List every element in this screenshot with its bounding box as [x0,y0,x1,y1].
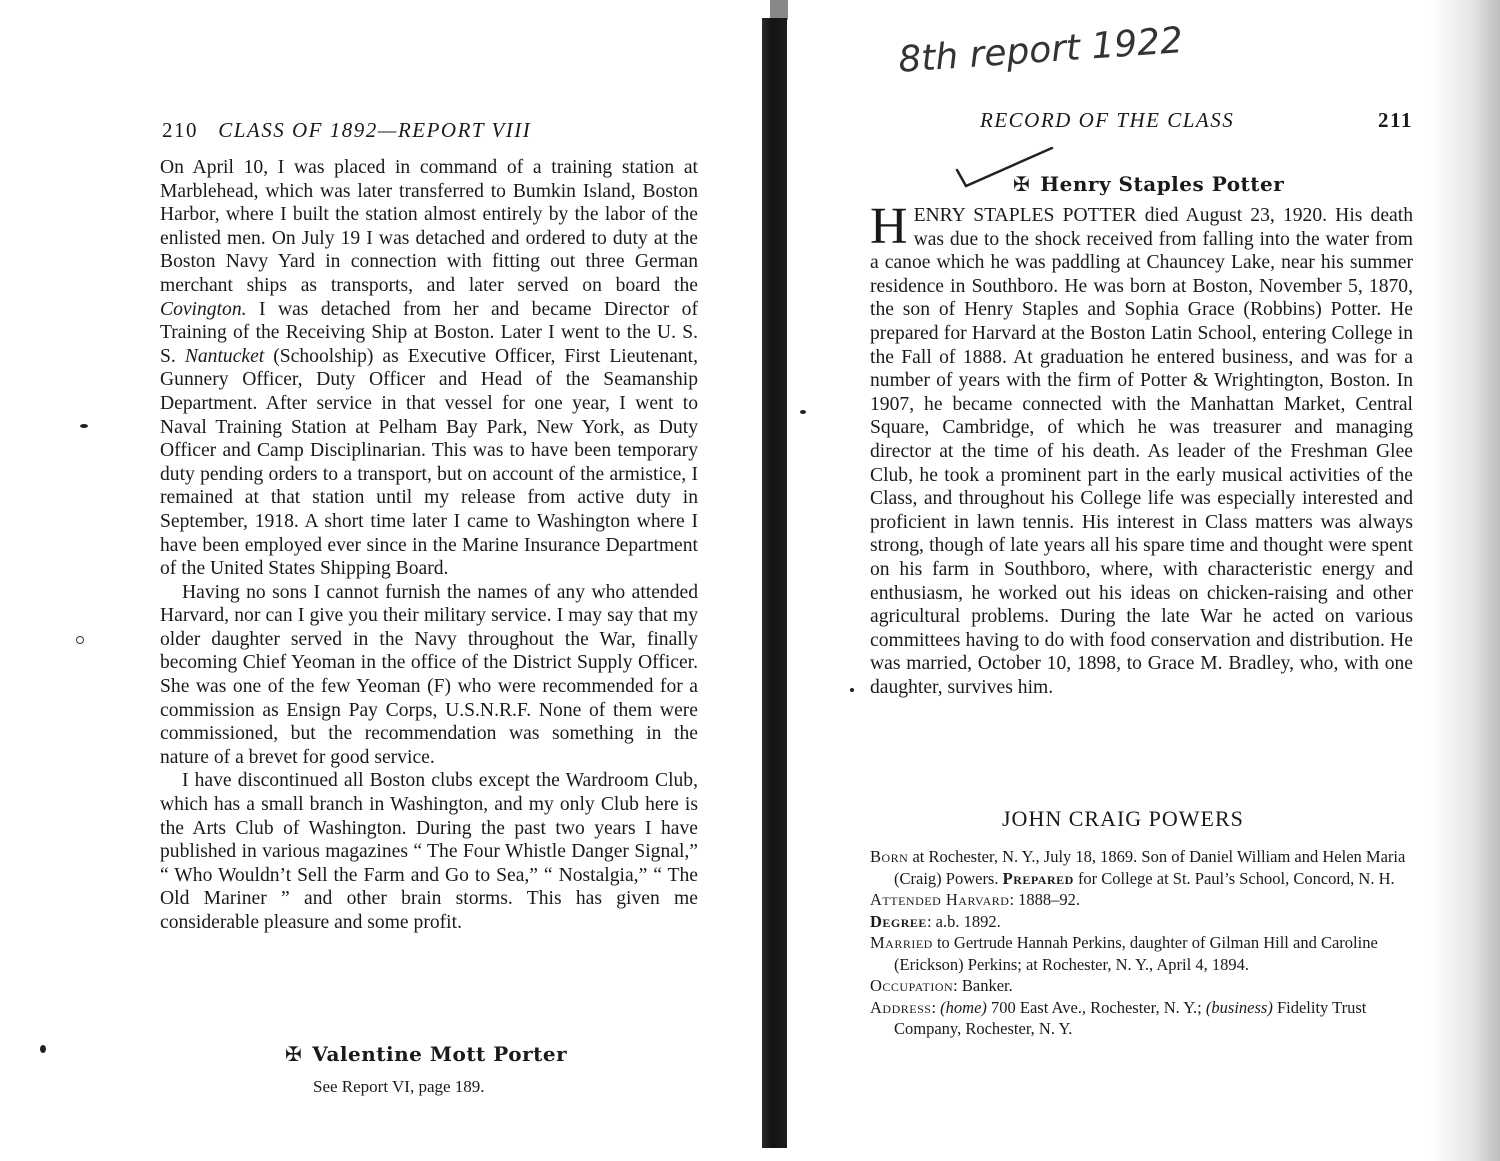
right-header-title: RECORD OF THE CLASS [980,108,1235,132]
left-header-report: —REPORT VIII [377,118,532,142]
right-page [787,0,1500,1161]
scan-speck [800,410,806,414]
entry-degree: Degree: a.b. 1892. [870,911,1001,931]
section-title-powers: JOHN CRAIG POWERS [1002,806,1244,831]
italic-run: Nantucket [184,345,265,367]
text-run: On April 10, I was placed in command of a training station at Marblehead, which was later transferred to Bumkin Island, Boston Harbor, where I built the station almost entirely by the labor of the enlisted men. On July 19 I was detached and ordered to duty at the Boston Navy Yard in connection with fitting out three German merchant ships as transports, and later served on board the [160,157,698,296]
entry-occupation: Occupation: Banker. [870,976,1013,995]
entry-born: Born at Rochester, N. Y., July 18, 1869. Son of Daniel William and Helen Maria (Craig) Powers. Prepared for College at St. Paul’s School, Concord, N. H. [870,847,1406,888]
powers-entry-list [870,846,1415,1040]
scan-speck [80,424,88,428]
text-run: Having no sons I cannot furnish the names of any who attended Harvard, nor can I give you their military service. I may say that my older daughter served in the Navy throughout the War, finally becoming Chief Yeoman in the office of the District Supply Officer. She was one of the few Yeoman (F) who were recommended for a commission as Ensign Pay Corps, U.S.N.R.F. None of them were commissioned, but the recommendation was something in the nature of a brevet for good service. [160,581,698,768]
obituary-name-potter: Henry Staples Potter [1040,172,1285,196]
scan-speck [40,1045,46,1053]
drop-cap: H [870,198,908,255]
cross-icon: ✠ [1013,172,1031,196]
entry-attended: Attended Harvard: 1888–92. [870,890,1081,909]
cross-icon: ✠ [285,1042,303,1066]
scan-speck [76,636,84,644]
left-paragraph [160,581,698,770]
text-run: (Schoolship) as Executive Officer, First Lieutenant, Gunnery Officer, Duty Officer and Head of the Seamanship Department. After service in that vessel for one year, I went to Naval Training Station at Pelham Bay Park, New York, as Duty Officer and Camp Disciplinarian. This was to have been temporary duty pending orders to a transport, but on account of the armistice, I remained at that station until my release from active duty in September, 1918. A short time later I came to Washington where I have been employed ever since in the Marine Insurance Department of the United States Shipping Board. [160,345,699,580]
binding-edge [770,0,788,20]
scan-speck [850,688,854,692]
right-running-head [980,108,1413,133]
left-running-head [162,118,531,143]
left-paragraph [160,156,698,581]
obituary-body: died August 23, 1920. His death was due to the shock received from falling into the water from a canoe which he was paddling at Chauncey Lake, near his summer residence in Southboro. He was born at Boston, November 5, 1870, the son of Henry Staples and Sophia Grace (Robbins) Potter. He prepared for Harvard at the Boston Latin School, entering College in the Fall of 1888. At graduation he entered business, and was for a number of years with the firm of Potter & Wrightington, Boston. In 1907, he became connected with the Manhattan Market, Central Square, Cambridge, of which he was treasurer and managing director at the time of his death. As leader of the Freshman Glee Club, he took a prominent part in the early musical activities of the Class, and throughout his College life was especially interested and proficient in lawn tennis. His interest in Class matters was always strong, though of late years all his spare time and thought were spent on his farm in Southboro, where, with characteristic energy and enthusiasm, he worked out his ideas on chicken-raising and other agricultural problems. During the late War he acted on various committees having to do with food conservation and distribution. He was married, October 10, 1898, to Grace M. Bradley, who, with one daughter, survives him. [870,205,1413,698]
italic-run: Covington. [160,298,247,320]
report-reference-note: See Report VI, page 189. [313,1077,485,1096]
obituary-heading-porter [285,1042,567,1066]
left-paragraph [160,769,698,934]
potter-obituary-text [870,198,1413,699]
obituary-name-porter: Valentine Mott Porter [312,1042,568,1066]
text-run: I have discontinued all Boston clubs except the Wardroom Club, which has a small branch in Washington, and my only Club here is the Arts Club of Washington. During the past two years I have published in various magazines “ The Four Whistle Danger Signal,” “ Who Wouldn’t Sell the Farm and Go to Sea,” “ Nostalgia,” “ The Old Mariner ” and other brain storms. This has given me considerable pleasure and some profit. [160,770,698,933]
scan-shadow [1430,0,1500,1161]
entry-married: Married to Gertrude Hannah Perkins, daughter of Gilman Hill and Caroline (Erickson) Perkins; at Rochester, N. Y., April 4, 1894. [870,933,1378,974]
left-header-class: CLASS OF [218,118,324,142]
left-body-text [160,156,698,935]
handwritten-annotation: 8th report 1922 [897,20,1185,81]
obituary-lead-caps: ENRY STAPLES POTTER [913,205,1137,226]
text-run: I was detached from her and became Director of Training of the Receiving Ship at Boston. Later I went to the U. S. S. [160,298,698,367]
right-page-number: 211 [1378,108,1413,132]
left-page-number: 210 [162,118,198,142]
left-header-year: 1892 [329,118,378,142]
book-gutter [762,18,787,1148]
entry-address: Address: (home) 700 East Ave., Rochester, N. Y.; (business) Fidelity Trust Company, Rochester, N. Y. [870,997,1367,1038]
obituary-heading-potter [1013,172,1284,196]
